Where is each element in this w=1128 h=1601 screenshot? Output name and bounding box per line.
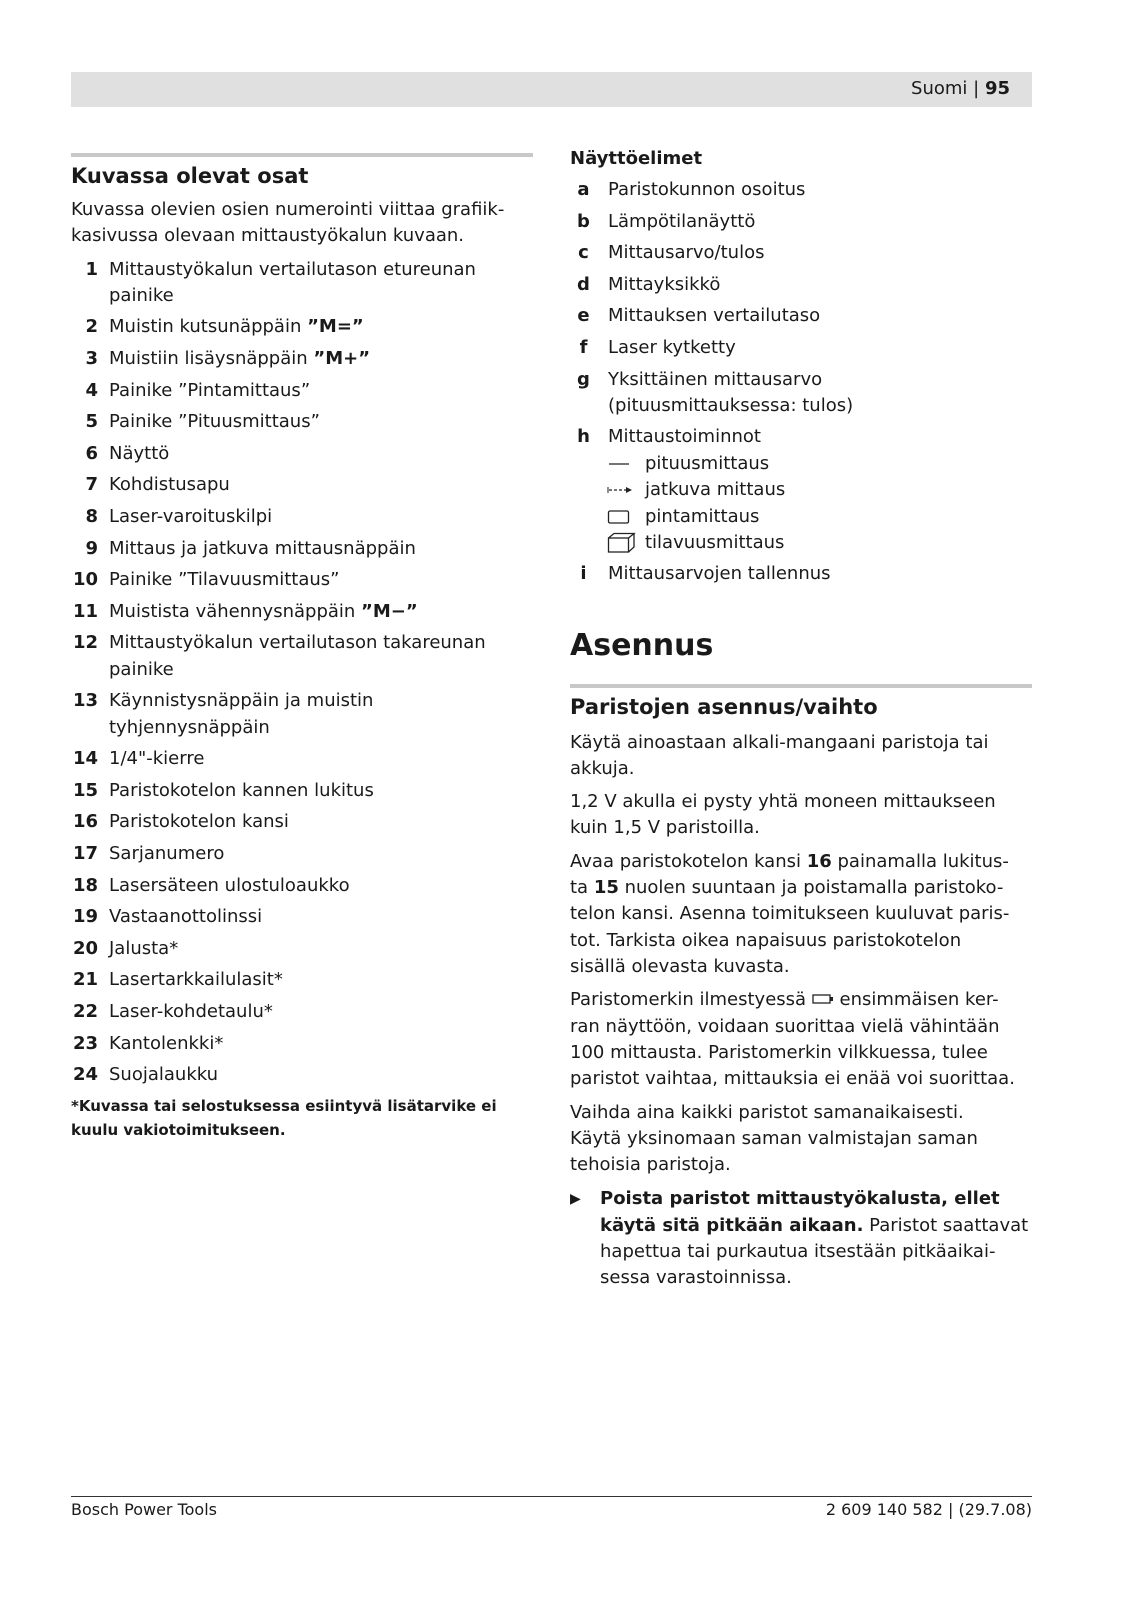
item-text: Näyttö (109, 442, 170, 464)
display-item (570, 335, 1032, 361)
item-number: d (577, 273, 590, 295)
item-text: Mittaustyökalun vertailutason etureunan painike (109, 258, 476, 306)
item-number: g (577, 368, 590, 390)
footer-brand: Bosch Power Tools (71, 1500, 217, 1519)
part-item (71, 873, 533, 899)
section-rule (570, 684, 1032, 688)
item-text: Laser-varoituskilpi (109, 506, 273, 528)
page-header: Suomi | 95 (71, 72, 1032, 107)
item-number: 5 (85, 411, 98, 433)
item-text: Mittaustyökalun vertailutason takareunan painike (109, 632, 486, 680)
item-text: Sarjanumero (109, 842, 225, 864)
part-item (71, 567, 533, 593)
item-text: Muistiin lisäysnäppäin ”M+” (109, 348, 371, 370)
display-item (570, 424, 1032, 450)
warning-bullet: ▶ Poista paristot mittaustyökalusta, ellet käytä sitä pitkään aikaan. Paristot saattavat hapettua tai purkautua itsestään pitkäaikai- sessa varastoinnissa. (570, 1186, 1032, 1291)
item-text: Paristokotelon kannen lukitus (109, 779, 374, 801)
footnote: *Kuvassa tai selostuksessa esiintyvä lisätarvike ei kuulu vakiotoimitukseen. (71, 1096, 497, 1139)
item-text: Lämpötilanäyttö (608, 210, 756, 232)
item-number: 15 (72, 779, 98, 801)
part-item (71, 599, 533, 625)
paragraph: 1,2 V akulla ei pysty yhtä moneen mittaukseen kuin 1,5 V paristoilla. (570, 791, 996, 839)
battery-paragraph: Paristomerkin ilmestyessä ensimmäisen ker- ran näyttöön, voidaan suorittaa vielä vähintään 100 mittausta. Paristomerkin vilkkuessa, tulee paristot vaihtaa, mittauksia ei enää voi suorittaa. (570, 987, 1032, 1092)
item-text: Painike ”Tilavuusmittaus” (109, 569, 340, 591)
item-number: 17 (72, 842, 98, 864)
page-number: 95 (984, 78, 1010, 99)
item-text: Jalusta* (109, 937, 179, 959)
part-item (71, 688, 533, 741)
part-item (71, 409, 533, 435)
function-item: tilavuusmittaus (570, 530, 1032, 556)
part-item (71, 1062, 533, 1088)
item-text: 1/4"-kierre (109, 748, 205, 770)
item-number: 13 (72, 690, 98, 712)
item-number: 9 (85, 537, 98, 559)
part-item (71, 378, 533, 404)
item-number: 7 (85, 474, 98, 496)
item-text: Laser-kohdetaulu* (109, 1000, 273, 1022)
part-item (71, 967, 533, 993)
footer-doc-number: 2 609 140 582 | (29.7.08) (825, 1500, 1032, 1519)
item-number: 20 (72, 937, 98, 959)
item-number: 18 (72, 874, 98, 896)
dashed-arrow-icon (607, 480, 637, 500)
part-item (71, 257, 533, 310)
section-title: Asennus (570, 627, 714, 663)
function-list (570, 451, 1032, 556)
battery-icon (812, 987, 834, 1013)
item-text: Laser kytketty (608, 336, 736, 358)
item-number: 14 (72, 748, 98, 770)
display-item (570, 240, 1032, 266)
item-number: 4 (85, 379, 98, 401)
paragraph: Vaihda aina kaikki paristot samanaikaisesti. Käytä yksinomaan saman valmistajan saman tehoisia paristoja. (570, 1101, 978, 1176)
item-text: Muistista vähennysnäppäin ”M−” (109, 600, 418, 622)
item-text: Mittaus ja jatkuva mittausnäppäin (109, 537, 416, 559)
paragraph: Avaa paristokotelon kansi 16 painamalla lukitus- ta 15 nuolen suuntaan ja poistamalla paristoko- telon kansi. Asenna toimitukseen kuuluvat paris- tot. Tarkista oikea napaisuus paristokotelon sisällä olevasta kuvasta. (570, 850, 1010, 977)
item-number: 21 (72, 969, 98, 991)
item-number: 23 (72, 1032, 98, 1054)
item-text: Kantolenkki* (109, 1032, 224, 1054)
display-item (570, 303, 1032, 329)
part-item (71, 314, 533, 340)
item-number: e (577, 305, 590, 327)
intro-paragraph: Kuvassa olevien osien numerointi viittaa grafiik- kasivussa olevaan mittaustyökalun kuvaan. (71, 199, 505, 247)
part-item (71, 472, 533, 498)
item-number: 24 (72, 1064, 98, 1086)
display-item (570, 272, 1032, 298)
display-heading: Näyttöelimet (570, 148, 703, 169)
item-number: 10 (72, 569, 98, 591)
item-text: Kohdistusapu (109, 474, 230, 496)
part-item (71, 778, 533, 804)
part-item (71, 630, 533, 683)
item-text: Mittauksen vertailutaso (608, 305, 821, 327)
item-text: Mittausarvo/tulos (608, 242, 765, 264)
function-item: pituusmittaus (570, 451, 1032, 477)
part-item (71, 346, 533, 372)
display-item (570, 209, 1032, 235)
item-text: Vastaanottolinssi (109, 906, 263, 928)
item-number: 6 (85, 442, 98, 464)
item-number: 19 (72, 906, 98, 928)
item-number: 2 (85, 316, 98, 338)
part-item (71, 1031, 533, 1057)
part-item (71, 841, 533, 867)
display-item (570, 367, 1032, 420)
item-text: Mittayksikkö (608, 273, 721, 295)
item-number: 22 (72, 1000, 98, 1022)
item-number: 1 (85, 258, 98, 280)
part-item (71, 904, 533, 930)
item-number: c (578, 242, 589, 264)
item-text: Painike ”Pituusmittaus” (109, 411, 320, 433)
item-number: 16 (72, 811, 98, 833)
cube-icon (607, 533, 637, 553)
triangle-bullet-icon: ▶ (570, 1191, 581, 1208)
item-number: a (577, 179, 590, 200)
item-number: 3 (85, 348, 98, 370)
part-item (71, 746, 533, 772)
paragraph: Käytä ainoastaan alkali-mangaani paristoja tai akkuja. (570, 731, 989, 779)
left-column (71, 153, 533, 1142)
footer-rule (71, 1496, 1032, 1497)
item-text: Painike ”Pintamittaus” (109, 379, 311, 401)
part-item (71, 809, 533, 835)
item-text: Paristokotelon kansi (109, 811, 289, 833)
item-text: Käynnistysnäppäin ja muistin tyhjennysnäppäin (109, 690, 374, 738)
display-item (570, 177, 1032, 203)
item-number: 8 (85, 506, 98, 528)
part-item (71, 504, 533, 530)
item-text: Suojalaukku (109, 1064, 219, 1086)
section-rule (71, 153, 533, 157)
line-icon (607, 454, 637, 474)
part-item (71, 999, 533, 1025)
item-text: Muistin kutsunäppäin ”M=” (109, 316, 364, 338)
item-number: 11 (72, 600, 98, 622)
parts-list (71, 257, 533, 1089)
item-text: Yksittäinen mittausarvo (pituusmittauksessa: tulos) (608, 368, 854, 416)
subheading: Paristojen asennus/vaihto (570, 694, 878, 719)
item-text: Paristokunnon osoitus (608, 179, 806, 200)
right-column (570, 146, 1032, 1292)
item-number: h (577, 426, 590, 448)
function-item: pintamittaus (570, 504, 1032, 530)
item-number: f (579, 336, 588, 358)
item-text: Lasersäteen ulostuloaukko (109, 874, 350, 896)
function-item: jatkuva mittaus (570, 477, 1032, 503)
item-number: b (577, 210, 590, 232)
display-list (570, 177, 1032, 451)
part-item (71, 936, 533, 962)
part-item (71, 441, 533, 467)
item-text: Mittaustoiminnot (608, 426, 761, 448)
parts-heading: Kuvassa olevat osat (71, 164, 309, 188)
display-item-i: i Mittausarvojen tallennus (580, 563, 831, 585)
part-item (71, 536, 533, 562)
item-text: Lasertarkkailulasit* (109, 969, 283, 991)
header-language: Suomi (911, 78, 968, 99)
rectangle-icon (607, 507, 637, 527)
item-number: 12 (72, 632, 98, 654)
